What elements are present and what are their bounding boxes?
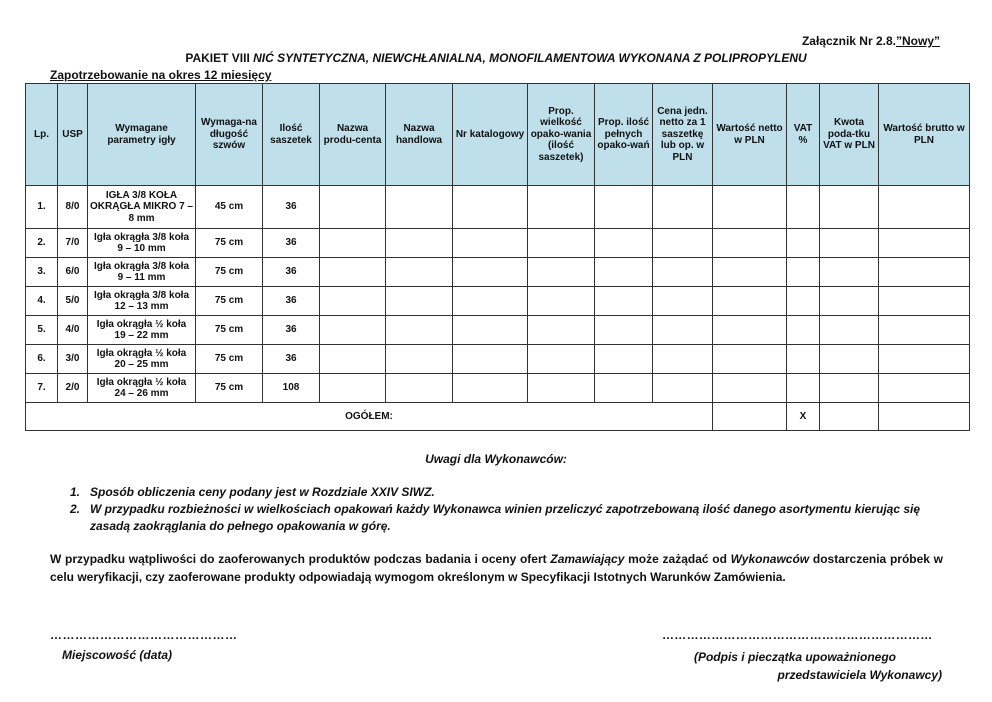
cell-vat-amount[interactable] — [820, 287, 879, 316]
table-row — [26, 186, 970, 229]
header-cell: Prop. wielkość opako-wania (ilość saszetek) — [528, 84, 595, 186]
cell-lp: 4. — [26, 287, 58, 316]
cell-trade-name[interactable] — [386, 374, 453, 403]
cell-length: 45 cm — [196, 186, 263, 229]
signature-line: ………………………………………………………… — [662, 628, 933, 642]
cell-usp: 4/0 — [58, 316, 88, 345]
cell-trade-name[interactable] — [386, 316, 453, 345]
para-italic-1: Zamawiający — [550, 552, 625, 566]
cell-usp: 8/0 — [58, 186, 88, 229]
place-date-label: Miejscowość (data) — [62, 648, 173, 662]
cell-unit-price[interactable] — [653, 229, 713, 258]
cell-unit-price[interactable] — [653, 316, 713, 345]
total-label: OGÓŁEM: — [26, 403, 713, 431]
cell-unit-price[interactable] — [653, 186, 713, 229]
note-text: Sposób obliczenia ceny podany jest w Rozdziale XXIV SIWZ. — [90, 485, 435, 499]
cell-pack-count[interactable] — [595, 186, 653, 229]
header-cell: Kwota poda-tku VAT w PLN — [820, 84, 879, 186]
cell-catalog-no[interactable] — [453, 316, 528, 345]
cell-qty: 36 — [263, 229, 320, 258]
signature-label — [642, 648, 942, 684]
cell-needle: Igła okrągła 3/8 koła 12 – 13 mm — [88, 287, 196, 316]
cell-gross-value[interactable] — [879, 186, 970, 229]
cell-pack-size[interactable] — [528, 374, 595, 403]
table-row — [26, 287, 970, 316]
cell-vat-amount[interactable] — [820, 316, 879, 345]
cell-pack-size[interactable] — [528, 229, 595, 258]
cell-net-value[interactable] — [713, 316, 787, 345]
cell-vat[interactable] — [787, 316, 820, 345]
cell-trade-name[interactable] — [386, 345, 453, 374]
cell-net-value[interactable] — [713, 229, 787, 258]
table-row — [26, 229, 970, 258]
samples-paragraph — [50, 550, 943, 586]
cell-pack-count[interactable] — [595, 316, 653, 345]
cell-qty: 36 — [263, 316, 320, 345]
cell-length: 75 cm — [196, 258, 263, 287]
cell-gross-value[interactable] — [879, 316, 970, 345]
cell-producer[interactable] — [320, 316, 386, 345]
cell-net-value[interactable] — [713, 287, 787, 316]
cell-trade-name[interactable] — [386, 229, 453, 258]
cell-producer[interactable] — [320, 258, 386, 287]
header-cell: Wymaga-na długość szwów — [196, 84, 263, 186]
note-text: W przypadku rozbieżności w wielkościach opakowań każdy Wykonawca winien przeliczyć zapotrzebowaną ilość danego asortymentu kierując się zasadą zaokrąglania do pełnego opakowania w górę. — [90, 502, 921, 533]
cell-qty: 36 — [263, 287, 320, 316]
cell-needle: Igła okrągła ½ koła 19 – 22 mm — [88, 316, 196, 345]
header-cell: Wymagane parametry igły — [88, 84, 196, 186]
cell-usp: 3/0 — [58, 345, 88, 374]
cell-pack-size[interactable] — [528, 258, 595, 287]
cell-length: 75 cm — [196, 345, 263, 374]
cell-lp: 7. — [26, 374, 58, 403]
cell-qty: 108 — [263, 374, 320, 403]
cell-pack-count[interactable] — [595, 229, 653, 258]
cell-pack-size[interactable] — [528, 287, 595, 316]
header-cell: USP — [58, 84, 88, 186]
cell-pack-count[interactable] — [595, 258, 653, 287]
cell-catalog-no[interactable] — [453, 229, 528, 258]
cell-pack-size[interactable] — [528, 345, 595, 374]
cell-usp: 6/0 — [58, 258, 88, 287]
header-cell: Nazwa handlowa — [386, 84, 453, 186]
cell-vat[interactable] — [787, 229, 820, 258]
cell-catalog-no[interactable] — [453, 345, 528, 374]
cell-unit-price[interactable] — [653, 287, 713, 316]
place-date-line: ……………………………………… — [50, 628, 238, 642]
cell-net-value[interactable] — [713, 258, 787, 287]
cell-qty: 36 — [263, 258, 320, 287]
para-text-2: może zażądać od — [624, 552, 731, 566]
cell-producer[interactable] — [320, 374, 386, 403]
note-number: 1. — [70, 485, 81, 499]
table-row — [26, 258, 970, 287]
signature-label-line-1: (Podpis i pieczątka upoważnionego — [693, 650, 896, 664]
cell-pack-count[interactable] — [595, 287, 653, 316]
cell-net-value[interactable] — [713, 374, 787, 403]
cell-trade-name[interactable] — [386, 287, 453, 316]
cell-needle: IGŁA 3/8 KOŁA OKRĄGŁA MIKRO 7 – 8 mm — [88, 186, 196, 229]
table-row — [26, 316, 970, 345]
cell-vat[interactable] — [787, 186, 820, 229]
cell-lp: 2. — [26, 229, 58, 258]
cell-gross-value[interactable] — [879, 258, 970, 287]
total-vat-mark: X — [787, 403, 820, 431]
notes-title: Uwagi dla Wykonawców: — [425, 452, 567, 466]
cell-needle: Igła okrągła ½ koła 24 – 26 mm — [88, 374, 196, 403]
cell-catalog-no[interactable] — [453, 287, 528, 316]
cell-producer[interactable] — [320, 345, 386, 374]
table-header-row — [26, 84, 970, 186]
para-italic-2: Wykonawców — [730, 552, 810, 566]
cell-unit-price[interactable] — [653, 374, 713, 403]
signature-label-line-2: przedstawiciela Wykonawcy) — [777, 668, 942, 682]
cell-vat-amount[interactable] — [820, 229, 879, 258]
header-cell: Wartość netto w PLN — [713, 84, 787, 186]
header-cell: Nazwa produ-centa — [320, 84, 386, 186]
cell-trade-name[interactable] — [386, 186, 453, 229]
cell-pack-size[interactable] — [528, 316, 595, 345]
cell-qty: 36 — [263, 345, 320, 374]
header-cell: Nr katalogowy — [453, 84, 528, 186]
cell-length: 75 cm — [196, 374, 263, 403]
cell-producer[interactable] — [320, 287, 386, 316]
cell-length: 75 cm — [196, 316, 263, 345]
total-net-value[interactable] — [713, 403, 787, 431]
cell-needle: Igła okrągła 3/8 koła 9 – 11 mm — [88, 258, 196, 287]
para-text-1: W przypadku wątpliwości do zaoferowanych produktów podczas badania i oceny ofert — [50, 552, 551, 566]
header-cell: Lp. — [26, 84, 58, 186]
cell-usp: 5/0 — [58, 287, 88, 316]
table-row — [26, 374, 970, 403]
total-vat-amount[interactable] — [820, 403, 879, 431]
total-gross-value[interactable] — [879, 403, 970, 431]
cell-catalog-no[interactable] — [453, 258, 528, 287]
cell-vat-amount[interactable] — [820, 258, 879, 287]
cell-unit-price[interactable] — [653, 258, 713, 287]
para-text-3: dostarczenia próbek w celu weryfikacji, czy zaoferowane produkty odpowiadają wymogom określonym w Specyfikacji Istotnych Warunków Zamówienia. — [50, 552, 944, 584]
cell-needle: Igła okrągła ½ koła 20 – 25 mm — [88, 345, 196, 374]
cell-usp: 7/0 — [58, 229, 88, 258]
list-item — [70, 501, 950, 535]
annex-suffix: ”Nowy” — [895, 34, 940, 48]
cell-catalog-no[interactable] — [453, 374, 528, 403]
cell-unit-price[interactable] — [653, 345, 713, 374]
cell-gross-value[interactable] — [879, 345, 970, 374]
cell-gross-value[interactable] — [879, 287, 970, 316]
cell-net-value[interactable] — [713, 186, 787, 229]
cell-length: 75 cm — [196, 229, 263, 258]
cell-pack-count[interactable] — [595, 345, 653, 374]
cell-lp: 6. — [26, 345, 58, 374]
cell-pack-size[interactable] — [528, 186, 595, 229]
cell-vat-amount[interactable] — [820, 345, 879, 374]
note-number: 2. — [70, 502, 81, 516]
annex-prefix: Załącznik Nr 2.8. — [801, 34, 896, 48]
subtitle: Zapotrzebowanie na okres 12 miesięcy — [50, 68, 272, 82]
requirements-table — [25, 83, 970, 431]
header-cell: VAT % — [787, 84, 820, 186]
cell-vat[interactable] — [787, 374, 820, 403]
cell-vat[interactable] — [787, 287, 820, 316]
cell-vat[interactable] — [787, 345, 820, 374]
cell-trade-name[interactable] — [386, 258, 453, 287]
cell-gross-value[interactable] — [879, 374, 970, 403]
header-cell: Wartość brutto w PLN — [879, 84, 970, 186]
cell-producer[interactable] — [320, 186, 386, 229]
total-row — [26, 403, 970, 431]
header-cell: Prop. ilość pełnych opako-wań — [595, 84, 653, 186]
cell-vat[interactable] — [787, 258, 820, 287]
cell-lp: 1. — [26, 186, 58, 229]
cell-needle: Igła okrągła 3/8 koła 9 – 10 mm — [88, 229, 196, 258]
cell-usp: 2/0 — [58, 374, 88, 403]
cell-length: 75 cm — [196, 287, 263, 316]
table-row — [26, 345, 970, 374]
cell-lp: 3. — [26, 258, 58, 287]
list-item — [70, 484, 950, 501]
cell-vat-amount[interactable] — [820, 186, 879, 229]
header-cell: Ilość saszetek — [263, 84, 320, 186]
annex-label — [802, 34, 940, 48]
cell-pack-count[interactable] — [595, 374, 653, 403]
title-italic: NIĆ SYNTETYCZNA, NIEWCHŁANIALNA, MONOFILAMENTOWA WYKONANA Z POLIPROPYLENU — [253, 51, 807, 65]
header-cell: Cena jedn. netto za 1 saszetkę lub op. w PLN — [653, 84, 713, 186]
title-plain: PAKIET VIII — [185, 51, 254, 65]
cell-producer[interactable] — [320, 229, 386, 258]
cell-vat-amount[interactable] — [820, 374, 879, 403]
page-title — [0, 51, 992, 65]
cell-gross-value[interactable] — [879, 229, 970, 258]
cell-qty: 36 — [263, 186, 320, 229]
cell-catalog-no[interactable] — [453, 186, 528, 229]
notes-list — [70, 484, 950, 535]
cell-lp: 5. — [26, 316, 58, 345]
cell-net-value[interactable] — [713, 345, 787, 374]
